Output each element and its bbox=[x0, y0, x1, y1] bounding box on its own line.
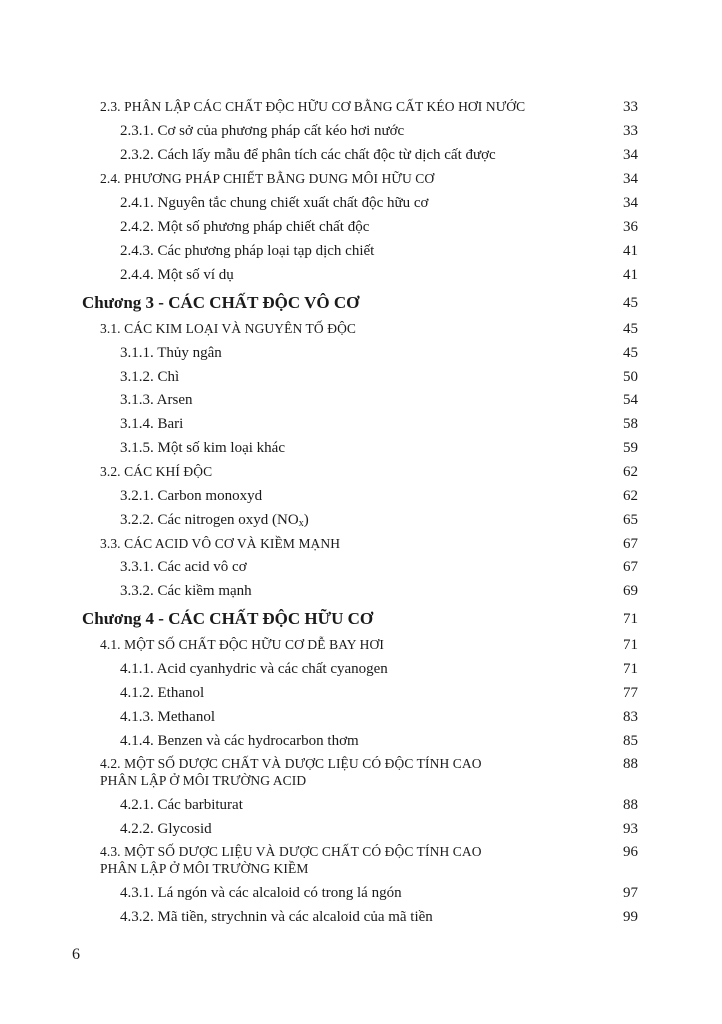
toc-entry-page: 71 bbox=[623, 611, 638, 627]
toc-entry-title: 2.4.2. Một số phương pháp chiết chất độc bbox=[120, 219, 370, 235]
toc-entry-page: 67 bbox=[623, 536, 638, 552]
toc-entry-page: 96 bbox=[623, 844, 638, 860]
toc-entry-title bbox=[120, 511, 309, 533]
toc-entry-title: 3.1. CÁC KIM LOẠI VÀ NGUYÊN TỐ ĐỘC bbox=[100, 321, 357, 336]
toc-chapter-title: Chương 3 - CÁC CHẤT ĐỘC VÔ CƠ bbox=[82, 293, 360, 312]
toc-entry-page: 71 bbox=[623, 661, 638, 677]
toc-entry-title: 2.3.1. Cơ sở của phương pháp cất kéo hơi nước bbox=[120, 123, 405, 139]
toc-entry-title: 4.3. MỘT SỐ DƯỢC LIỆU VÀ DƯỢC CHẤT CÓ ĐỘC TÍNH CAO PHÂN LẬP Ở MÔI TRƯỜNG KIỀM bbox=[100, 844, 482, 876]
toc-entry-page: 99 bbox=[623, 909, 638, 925]
toc-entry-page: 88 bbox=[623, 797, 638, 813]
toc-entry-title: 2.3. PHÂN LẬP CÁC CHẤT ĐỘC HỮU CƠ BẰNG CẤT KÉO HƠI NƯỚC bbox=[100, 99, 526, 114]
toc-entry-title: 3.1.1. Thủy ngân bbox=[120, 345, 222, 361]
toc-entry-page: 54 bbox=[623, 392, 638, 408]
toc-entry-page: 62 bbox=[623, 488, 638, 504]
toc-entry-title: 3.3.2. Các kiềm mạnh bbox=[120, 583, 252, 599]
toc-entry-title: 4.3.1. Lá ngón và các alcaloid có trong lá ngón bbox=[120, 885, 402, 901]
toc-entry-page: 71 bbox=[623, 637, 638, 653]
toc-entry-title: 4.1.2. Ethanol bbox=[120, 685, 205, 701]
toc-entry-page: 62 bbox=[623, 464, 638, 480]
toc-entry-title: 4.2.2. Glycosid bbox=[120, 821, 212, 837]
toc-entry-title: 4.2. MỘT SỐ DƯỢC CHẤT VÀ DƯỢC LIỆU CÓ ĐỘC TÍNH CAO PHÂN LẬP Ở MÔI TRƯỜNG ACID bbox=[100, 756, 482, 788]
toc-entry-page: 59 bbox=[623, 440, 638, 456]
toc-entry-title: 4.3.2. Mã tiền, strychnin và các alcaloid của mã tiền bbox=[120, 909, 433, 925]
toc-entry-page: 67 bbox=[623, 559, 638, 575]
toc-entry-title: 3.2. CÁC KHÍ ĐỘC bbox=[100, 464, 213, 479]
page-number: 6 bbox=[72, 946, 80, 963]
toc-entry-title: 3.3.1. Các acid vô cơ bbox=[120, 559, 247, 575]
toc-entry-title: 2.3.2. Cách lấy mẫu để phân tích các chất độc từ dịch cất được bbox=[120, 147, 496, 163]
toc-entry-page: 58 bbox=[623, 416, 638, 432]
toc-entry-page: 41 bbox=[623, 267, 638, 283]
toc-entry-page: 85 bbox=[623, 733, 638, 749]
toc-entry-title: 3.1.5. Một số kim loại khác bbox=[120, 440, 285, 456]
toc-entry-title: 2.4.4. Một số ví dụ bbox=[120, 267, 234, 283]
toc-entry-page: 50 bbox=[623, 369, 638, 385]
toc-entry-page: 93 bbox=[623, 821, 638, 837]
toc-chapter-title: Chương 4 - CÁC CHẤT ĐỘC HỮU CƠ bbox=[82, 609, 374, 628]
toc-entry-page: 45 bbox=[623, 321, 638, 337]
toc-entry-page: 36 bbox=[623, 219, 638, 235]
toc-entry-title: 3.3. CÁC ACID VÔ CƠ VÀ KIỀM MẠNH bbox=[100, 536, 341, 551]
toc-entry-title: 2.4.3. Các phương pháp loại tạp dịch chiết bbox=[120, 243, 375, 259]
toc-entry-page: 77 bbox=[623, 685, 638, 701]
toc-entry-page: 83 bbox=[623, 709, 638, 725]
toc-entry-page: 33 bbox=[623, 123, 638, 139]
toc-entry-title: 4.1.4. Benzen và các hydrocarbon thơm bbox=[120, 733, 359, 749]
toc-entry-title: 4.1.3. Methanol bbox=[120, 709, 215, 725]
toc-entry-page: 41 bbox=[623, 243, 638, 259]
toc-entry-page: 65 bbox=[623, 512, 638, 528]
toc-entry-page: 69 bbox=[623, 583, 638, 599]
toc-entry-title: 2.4.1. Nguyên tắc chung chiết xuất chất độc hữu cơ bbox=[120, 195, 429, 211]
subscript-x: x bbox=[298, 518, 304, 529]
toc-entry-title-end: ) bbox=[303, 512, 309, 528]
toc-entry-title: 3.1.4. Bari bbox=[120, 416, 184, 432]
toc-entry-title: 4.1.1. Acid cyanhydric và các chất cyanogen bbox=[120, 661, 388, 677]
toc-entry-page: 97 bbox=[623, 885, 638, 901]
toc-entry-title: 4.2.1. Các barbiturat bbox=[120, 797, 243, 813]
toc-entry-page: 34 bbox=[623, 171, 638, 187]
toc-entry-page: 33 bbox=[623, 99, 638, 115]
toc-entry-title: 3.1.2. Chì bbox=[120, 369, 180, 385]
toc-entry-page: 34 bbox=[623, 147, 638, 163]
toc-entry-page: 45 bbox=[623, 345, 638, 361]
toc-entry-page: 45 bbox=[623, 295, 638, 311]
toc-entry-page: 88 bbox=[623, 756, 638, 772]
toc-entry-title-text: 3.2.2. Các nitrogen oxyd (NO bbox=[120, 512, 299, 528]
toc-entry-title: 3.2.1. Carbon monoxyd bbox=[120, 488, 263, 504]
toc-entry-title: 3.1.3. Arsen bbox=[120, 392, 193, 408]
toc-entry-page: 34 bbox=[623, 195, 638, 211]
toc-entry-title: 2.4. PHƯƠNG PHÁP CHIẾT BẰNG DUNG MÔI HỮU CƠ bbox=[100, 171, 435, 186]
toc-entry-title: 4.1. MỘT SỐ CHẤT ĐỘC HỮU CƠ DỄ BAY HƠI bbox=[100, 637, 384, 652]
